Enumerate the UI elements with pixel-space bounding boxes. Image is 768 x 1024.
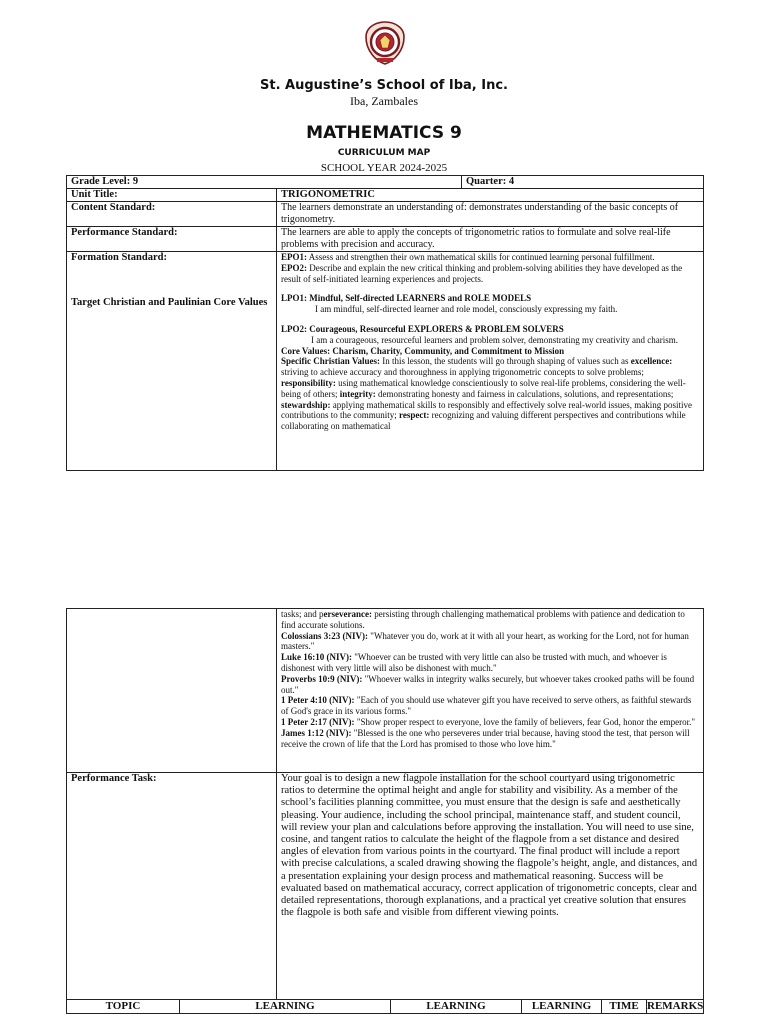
formation-standard-value xyxy=(277,252,704,471)
epo2-label: EPO2: xyxy=(281,262,307,273)
epo2-text: Describe and explain the new critical thinking and problem-solving abilities they have developed as the result of self-initiated learning experiences and projects. xyxy=(281,262,683,284)
lpo2-title: LPO2: Courageous, Resourceful EXPLORERS & PROBLEM SOLVERS xyxy=(281,323,564,334)
performance-standard-value: The learners are able to apply the concepts of trigonometric ratios to formulate and solve real-life problems with precision and accuracy. xyxy=(277,227,704,252)
verse-item: James 1:12 (NIV): "Blessed is the one who perseveres under trial because, having stood the test, that person will receive the crown of life that the Lord has promised to those who love him." xyxy=(281,727,690,749)
formation-standard-label: Formation Standard: xyxy=(71,252,167,263)
quarter: Quarter: 4 xyxy=(462,176,704,189)
school-year: SCHOOL YEAR 2024-2025 xyxy=(320,162,448,174)
epo1-label: EPO1: xyxy=(281,252,307,262)
school-seal-logo xyxy=(364,21,406,65)
lpo1-text: I am mindful, self-directed learner and role model, consciously expressing my faith. xyxy=(315,304,618,315)
core-values-line: Core Values: Charism, Charity, Community, and Commitment to Mission xyxy=(281,345,565,356)
performance-task-label: Performance Task: xyxy=(67,773,277,1000)
grade-level: Grade Level: 9 xyxy=(67,176,462,189)
column-header-learning-1: LEARNING xyxy=(180,1000,391,1014)
column-header-time-remarks xyxy=(602,1000,704,1014)
school-location: Iba, Zambales xyxy=(350,94,418,108)
unit-title-value: TRIGONOMETRIC xyxy=(277,189,704,202)
values-continuation: tasks; and perseverance: persisting through challenging mathematical problems with patience and dedication to find accurate solutions. Colossians 3:23 (NIV): "Whatever you do, work at it with all your heart, as working for the Lord, not for human masters." Luke 16:10 (NIV): "Whoever can be trusted with very little can also be trusted with much, and whoever is dishonest with very little will also be dishonest with much." Proverbs 10:9 (NIV): "Whoever walks in integrity walks securely, but whoever takes crooked paths will be found out." 1 Peter 4:10 (NIV): "Each of you should use whatever gift you have received to serve others, as faithful stewards of God's grace in its various forms." 1 Peter 2:17 (NIV): "Show proper respect to everyone, love the family of believers, fear God, honor the emperor." James 1:12 (NIV): "Blessed is the one who perseveres under trial because, having stood the test, that person will receive the crown of life that the Lord has promised to those who love him." xyxy=(277,609,704,773)
column-header-learning-3: LEARNING xyxy=(522,1000,602,1014)
verse-item: Colossians 3:23 (NIV): "Whatever you do, work at it with all your heart, as working for the Lord, not for human masters." xyxy=(281,630,689,652)
specific-christian-values: Specific Christian Values: In this lesson, the students will go through shaping of values such as excellence: striving to achieve accuracy and thoroughness in applying trigonometric concepts to solve problems; responsibility: using mathematical knowledge conscientiously to solve real-life problems, considering the well-being of others; integrity: demonstrating honesty and fairness in calculations, solutions, and representations; stewardship: applying mathematical skills to responsibly and effectively solve real-world issues, making positive contributions to the community; respect: recognizing and valuing different perspectives and contributions while collaborating on mathematical xyxy=(281,356,693,432)
column-header-remarks: REMARKS xyxy=(647,1000,704,1012)
continuation-label-cell xyxy=(67,609,277,773)
column-header-time: TIME xyxy=(602,1000,647,1013)
verse-item: Proverbs 10:9 (NIV): "Whoever walks in integrity walks securely, but whoever takes crooked paths will be found out." xyxy=(281,673,695,695)
lpo1-title: LPO1: Mindful, Self-directed LEARNERS and ROLE MODELS xyxy=(281,293,532,304)
content-standard-label: Content Standard: xyxy=(67,202,277,227)
curriculum-map-table xyxy=(66,175,704,471)
verse-item: 1 Peter 2:17 (NIV): "Show proper respect to everyone, love the family of believers, fear God, honor the emperor." xyxy=(281,716,696,727)
document-type: CURRICULUM MAP xyxy=(337,148,431,158)
epo1-text: Assess and strengthen their own mathematical skills for continued learning personal fulfillment. xyxy=(307,252,655,262)
performance-standard-label: Performance Standard: xyxy=(67,227,277,252)
column-header-topic: TOPIC xyxy=(67,1000,180,1014)
verse-item: Luke 16:10 (NIV): "Whoever can be trusted with very little can also be trusted with much, and whoever is dishonest with very little will also be dishonest with much." xyxy=(281,652,667,673)
subject-title: MATHEMATICS 9 xyxy=(306,123,462,143)
content-standard-value: The learners demonstrate an understanding of: demonstrates understanding of the basic concepts of trigonometry. xyxy=(277,202,704,227)
curriculum-map-table-continued xyxy=(66,608,704,1014)
core-values-label: Target Christian and Paulinian Core Values xyxy=(71,296,268,308)
performance-task-text: Your goal is to design a new flagpole installation for the school courtyard using trigonometric ratios to determine the optimal height and angle for stability and visibility. As a member of the school’s facilities planning committee, you must ensure that the design is safe and aesthetically pleasing. Your audience, including the school principal, maintenance staff, and student council, will review your plan and calculations before approving the installation. You will need to use sine, cosine, and tangent ratios to calculate the height of the flagpole from a set distance and desired angles of elevation from various points in the courtyard. The final product will include a report with precise calculations, a scaled drawing showing the flagpole’s height, angle, and distances, and a presentation explaining your design process and mathematical reasoning. Success will be evaluated based on mathematical accuracy, correct application of trigonometric concepts, clear and detailed representations, thorough explanations, and a practical yet creative solution that ensures the flagpole is both safe and visible from different viewing points. xyxy=(277,773,704,1000)
unit-title-label: Unit Title: xyxy=(67,189,277,202)
formation-labels-cell xyxy=(67,252,277,471)
lpo2-text: I am a courageous, resourceful learners and problem solver, demonstrating my creativity and charism. xyxy=(311,334,679,345)
school-name: St. Augustine’s School of Iba, Inc. xyxy=(260,78,508,93)
verse-item: 1 Peter 4:10 (NIV): "Each of you should use whatever gift you have received to serve others, as faithful stewards of God's grace in its various forms." xyxy=(281,695,692,717)
column-header-learning-2: LEARNING xyxy=(391,1000,522,1014)
